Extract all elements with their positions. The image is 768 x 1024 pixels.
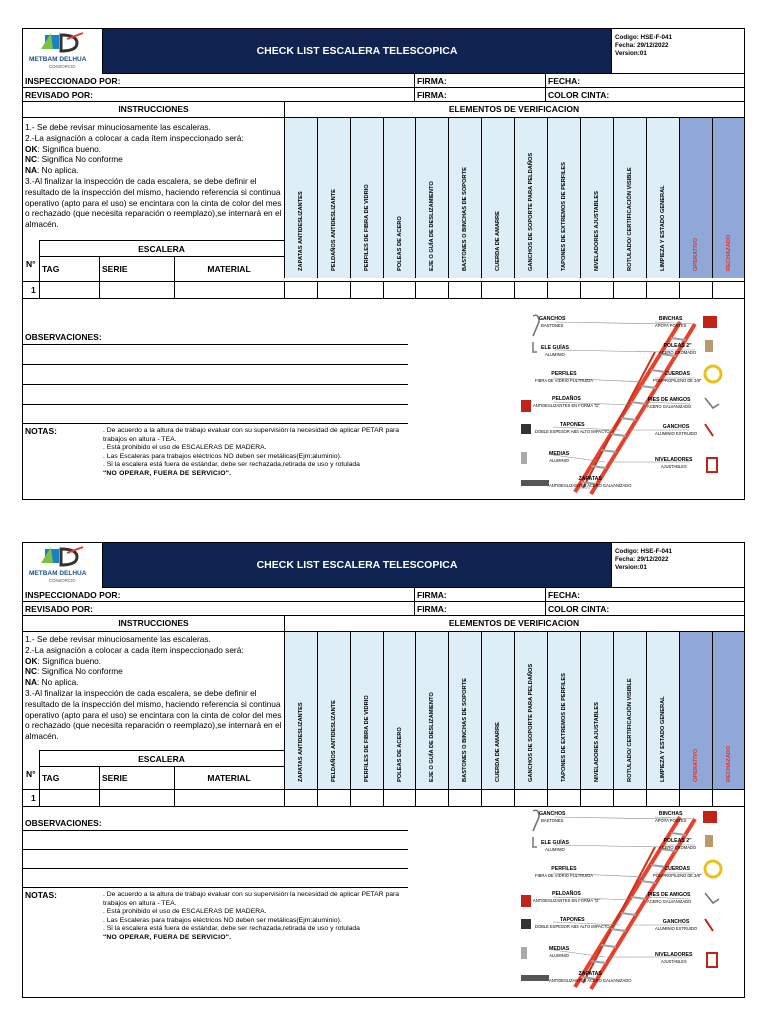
- column-header: ROTULADO/ CERTIFICACIÓN VISIBLE: [627, 678, 633, 782]
- row-number: 1: [31, 285, 36, 295]
- form-header: [23, 543, 744, 588]
- column-header: PERFILES DE FIBRA DE VIDRIO: [364, 184, 370, 271]
- column-header: PELDAÑOS ANTIDESLIZANTE: [331, 700, 337, 782]
- elements-header: ELEMENTOS DE VERIFICACION: [448, 618, 580, 628]
- observations-label: OBSERVACIONES:: [25, 818, 102, 828]
- inspected-by-label: INSPECCIONADO POR:: [25, 590, 121, 600]
- number-label: N°: [26, 769, 36, 779]
- column-header: POLEAS DE ACERO: [396, 216, 403, 271]
- document-code-block: [611, 543, 744, 587]
- column-header: EJE O GUÍA DE DESLIZAMIENTO: [429, 692, 435, 782]
- date-label: FECHA:: [548, 590, 581, 600]
- checklist-form-2: [22, 542, 745, 998]
- date-label: FECHA:: [548, 76, 581, 86]
- verification-columns: [284, 632, 744, 789]
- verification-columns: [284, 118, 744, 281]
- checklist-form-1: [22, 28, 745, 500]
- column-header-operativo: OPERATIVO: [693, 237, 699, 271]
- document-code: Codigo: HSE-F-041: [615, 548, 673, 555]
- tag-label: TAG: [42, 773, 60, 783]
- column-header: POLEAS DE ACERO: [396, 727, 403, 782]
- column-header: CUERDA DE AMARRE: [495, 211, 501, 271]
- tag-label: TAG: [42, 264, 60, 274]
- column-header: ROTULADO/ CERTIFICACIÓN VISIBLE: [627, 167, 633, 271]
- ladder-illustration: GANCHOS BASTONES ELE GUÍAS ALUMINIO PERFILES FIBRA DE VIDRIO PULTRUIDA PELDAÑOS ANTIDESLIZANTES EN FORMA "D" TAPONES DOBLE ESPESOR ABS ALTO IMPACTO MEDIAS ALUMINIO ZAPATAS ANTIDESLIZANTES ACERO GALVANIZADO BINCHAS APOYA POSTES POLEAS 2" ACERO CROMADO CUERDAS POLIPROPILENO DE 3/8" PIES DE AMIGOS ACERO GALVANIZADO GANCHOS ALUMINIO EXTRUIDO NIVELADORES AJUSTABLES: [495, 312, 735, 499]
- column-header-rechazado: RECHAZADO: [725, 234, 732, 271]
- reviewed-by-label: REVISADO POR:: [25, 90, 94, 100]
- material-label: MATERIAL: [207, 264, 251, 274]
- company-sub: CONSORCIO: [49, 578, 76, 583]
- column-header-rechazado: RECHAZADO: [725, 745, 732, 782]
- instructions-text: 1.- Se debe revisar minuciosamente las escaleras. 2.-La asignación a colocar a cada ítem inspeccionado será: OK: Significa bueno. NC: Significa No conforme NA: No aplica. 3.-Al finalizar la inspección de cada escalera, se debe definir el resultado de la inspección del mismo, haciendo referencia si continua operativo (apto para el uso) se encintara con la cinta de color del mes o rechazado (que necesita reparación o reemplazo),se internará en el almacén.: [25, 634, 282, 742]
- inspected-row: [23, 74, 744, 88]
- tape-color-label: COLOR CINTA:: [548, 604, 610, 614]
- document-version: Version:01: [615, 564, 647, 571]
- company-logo: [23, 29, 103, 74]
- ladder-icon: [495, 807, 735, 994]
- column-header: NIVELADORES AJUSTABLES: [594, 191, 600, 271]
- document-version: Version:01: [615, 50, 647, 57]
- elements-header: ELEMENTOS DE VERIFICACION: [448, 104, 580, 114]
- document-date: Fecha: 29/12/2022: [615, 556, 669, 563]
- column-header: LIMPIEZA Y ESTADO GENERAL: [660, 185, 666, 271]
- company-name: METBAM DELHUA: [29, 570, 87, 577]
- instructions-header: INSTRUCCIONES: [118, 104, 189, 114]
- column-header: ZAPATAS ANTIDESLIZANTES: [298, 702, 304, 782]
- notes-text: . De acuerdo a la altura de trabajo evaluar con su supervisión la necesidad de aplicar PETAR para trabajos en altura - TEA. . Está prohibido el uso de ESCALERAS DE MADERA. . Las Escaleras para trabajos eléctricos NO deben ser metálicas(Ejm:aluminio). . Si la escalera está fuera de estándar, debe ser rechazada,retirada de uso y rotulada "NO OPERAR, FUERA DE SERVICIO".: [103, 891, 400, 941]
- column-header: TAPONES DE EXTREMOS DE PERFILES: [561, 162, 567, 271]
- instructions-text: 1.- Se debe revisar minuciosamente las escaleras. 2.-La asignación a colocar a cada ítem inspeccionado será: OK: Significa bueno. NC: Significa No conforme NA: No aplica. 3.-Al finalizar la inspección de cada escalera, se debe definir el resultado de la inspección del mismo, haciendo referencia si continua operativo (apto para el uso) se encintara con la cinta de color del mes o rechazado (que necesita reparación o reemplazo),se internará en el almacén.: [25, 122, 282, 230]
- reviewed-row: [23, 602, 744, 616]
- signature-label: FIRMA:: [417, 604, 447, 614]
- signature-label: FIRMA:: [417, 590, 447, 600]
- document-date: Fecha: 29/12/2022: [615, 42, 669, 49]
- column-header: BASTONES O BINCHAS DE SOPORTE: [462, 167, 468, 271]
- company-sub: CONSORCIO: [49, 64, 76, 69]
- serie-label: SERIE: [102, 773, 128, 783]
- serie-label: SERIE: [102, 264, 128, 274]
- instructions-header: INSTRUCCIONES: [118, 618, 189, 628]
- column-header: LIMPIEZA Y ESTADO GENERAL: [660, 696, 666, 782]
- document-code-block: [611, 29, 744, 73]
- row-number: 1: [31, 793, 36, 803]
- column-header: PELDAÑOS ANTIDESLIZANTE: [331, 189, 337, 271]
- column-header: NIVELADORES AJUSTABLES: [594, 702, 600, 782]
- form-title: CHECK LIST ESCALERA TELESCOPICA: [103, 29, 611, 73]
- form-title: CHECK LIST ESCALERA TELESCOPICA: [103, 543, 611, 587]
- notes-label: NOTAS:: [25, 890, 57, 900]
- column-header: BASTONES O BINCHAS DE SOPORTE: [462, 678, 468, 782]
- document-code: Codigo: HSE-F-041: [615, 34, 673, 41]
- ladder-group-label: ESCALERA: [138, 754, 185, 764]
- column-header: ZAPATAS ANTIDESLIZANTES: [298, 191, 304, 271]
- ladder-icon: [495, 312, 735, 499]
- column-header: TAPONES DE EXTREMOS DE PERFILES: [561, 673, 567, 782]
- table-row[interactable]: [23, 789, 744, 807]
- reviewed-row: [23, 88, 744, 102]
- column-header: GANCHOS DE SOPORTE PARA PELDAÑOS: [528, 663, 534, 782]
- tape-color-label: COLOR CINTA:: [548, 90, 610, 100]
- company-logo: [23, 543, 103, 588]
- material-label: MATERIAL: [207, 773, 251, 783]
- ladder-group-label: ESCALERA: [138, 244, 185, 254]
- inspected-row: [23, 588, 744, 602]
- observations-label: OBSERVACIONES:: [25, 332, 102, 342]
- ladder-illustration: GANCHOS BASTONES ELE GUÍAS ALUMINIO PERFILES FIBRA DE VIDRIO PULTRUIDA PELDAÑOS ANTIDESLIZANTES EN FORMA "D" TAPONES DOBLE ESPESOR ABS ALTO IMPACTO MEDIAS ALUMINIO ZAPATAS ANTIDESLIZANTES ACERO GALVANIZADO BINCHAS APOYA POSTES POLEAS 2" ACERO CROMADO CUERDAS POLIPROPILENO DE 3/8" PIES DE AMIGOS ACERO GALVANIZADO GANCHOS ALUMINIO EXTRUIDO NIVELADORES AJUSTABLES: [495, 807, 735, 994]
- table-row[interactable]: [23, 281, 744, 299]
- column-header: PERFILES DE FIBRA DE VIDRIO: [364, 695, 370, 782]
- column-header-operativo: OPERATIVO: [693, 748, 699, 782]
- form-header: [23, 29, 744, 74]
- column-header: CUERDA DE AMARRE: [495, 722, 501, 782]
- column-header: GANCHOS DE SOPORTE PARA PELDAÑOS: [528, 152, 534, 271]
- notes-label: NOTAS:: [25, 426, 57, 436]
- signature-label: FIRMA:: [417, 76, 447, 86]
- column-header: EJE O GUÍA DE DESLIZAMIENTO: [429, 181, 435, 271]
- signature-label: FIRMA:: [417, 90, 447, 100]
- notes-text: . De acuerdo a la altura de trabajo evaluar con su supervisión la necesidad de aplicar PETAR para trabajos en altura - TEA. . Está prohibido el uso de ESCALERAS DE MADERA. . Las Escaleras para trabajos eléctricos NO deben ser metálicas(Ejm:aluminio). . Si la escalera está fuera de estándar, debe ser rechazada,retirada de uso y rotulada "NO OPERAR, FUERA DE SERVICIO".: [103, 427, 400, 477]
- inspected-by-label: INSPECCIONADO POR:: [25, 76, 121, 86]
- number-label: N°: [26, 259, 36, 269]
- company-name: METBAM DELHUA: [29, 56, 87, 63]
- reviewed-by-label: REVISADO POR:: [25, 604, 94, 614]
